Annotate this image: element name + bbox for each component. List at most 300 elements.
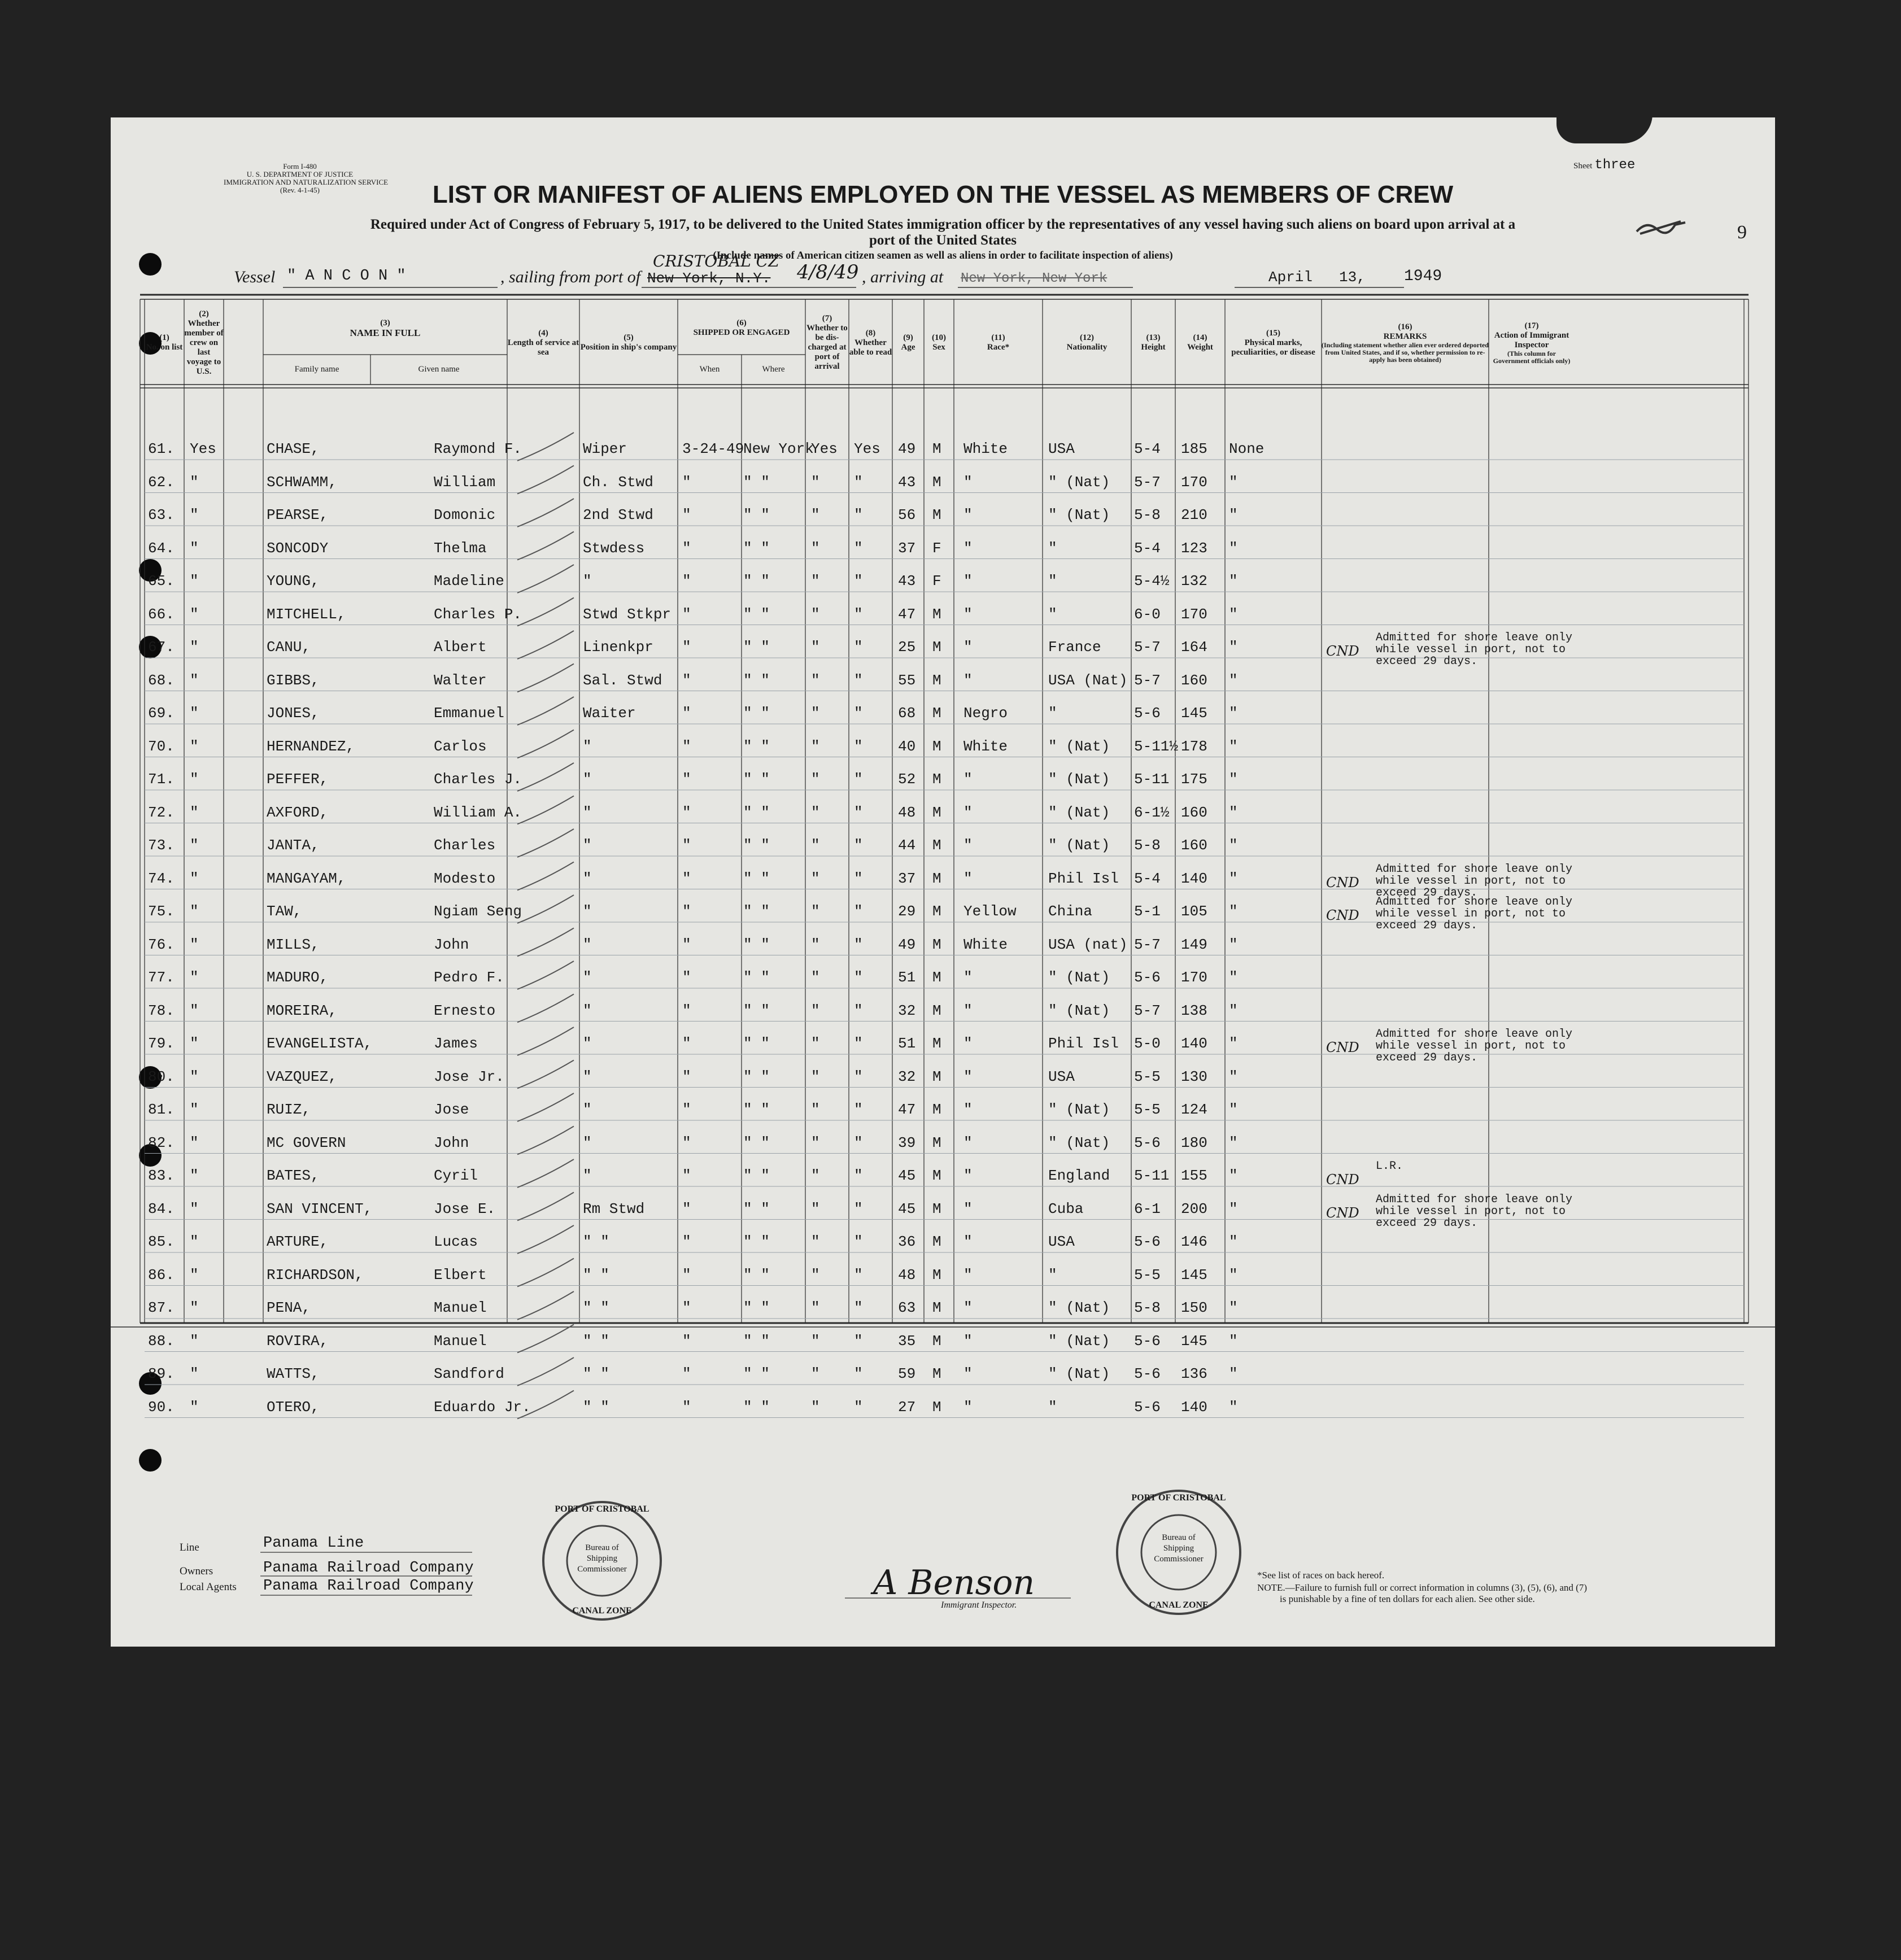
age: 44	[898, 837, 916, 854]
shipped-where: " "	[743, 1002, 770, 1019]
able-to-read: "	[854, 1233, 863, 1250]
position: Waiter	[583, 705, 636, 722]
discharged: "	[811, 539, 820, 557]
discharged: "	[811, 1068, 820, 1085]
shipped-when: "	[682, 1068, 691, 1085]
nationality: "	[1048, 1266, 1057, 1284]
service-length-slash	[517, 829, 574, 857]
physical-marks: "	[1229, 507, 1238, 523]
col-header-8: (8) Whether able to read	[849, 328, 892, 357]
family-name: BATES,	[267, 1167, 320, 1184]
shipped-where: " "	[743, 903, 770, 920]
shipped-when: "	[682, 1365, 691, 1382]
shipped-when: "	[682, 1035, 691, 1052]
age: 51	[898, 969, 916, 986]
row-number: 76.	[148, 936, 175, 953]
row-number: 63.	[148, 507, 175, 523]
race: "	[963, 573, 973, 590]
col-header-2: (2) Whether member of crew on last voyage to U.S.	[184, 309, 224, 376]
crew-last-voyage: "	[190, 573, 199, 590]
shipped-where: " "	[743, 507, 770, 523]
sex: M	[932, 507, 941, 523]
form-revision: (Rev. 4-1-45)	[280, 186, 320, 194]
height: 5-4½	[1134, 573, 1170, 590]
nationality: USA	[1048, 1233, 1075, 1250]
physical-marks: "	[1229, 573, 1238, 590]
nationality: "	[1048, 705, 1057, 722]
age: 40	[898, 737, 916, 755]
service-length-slash	[517, 433, 574, 461]
race: "	[963, 1035, 973, 1052]
age: 27	[898, 1398, 916, 1416]
discharged: "	[811, 1299, 820, 1316]
race: "	[963, 539, 973, 557]
remark-text: Admitted for shore leave only while vessel in port, not to exceed 29 days.	[1376, 862, 1573, 900]
position: " "	[583, 1266, 609, 1284]
crew-last-voyage: "	[190, 1101, 199, 1118]
sailing-port-struck: New York, N.Y.	[647, 270, 771, 287]
shipped-where: New York	[743, 440, 814, 457]
vessel-label: Vessel	[234, 268, 276, 286]
physical-marks: "	[1229, 705, 1238, 722]
family-name-header: Family name	[294, 365, 339, 374]
shipped-when: "	[682, 771, 691, 788]
fine-note-2: is punishable by a fine of ten dollars for each alien. See other side.	[1280, 1594, 1535, 1604]
age: 59	[898, 1365, 916, 1382]
nationality: " (Nat)	[1048, 473, 1110, 491]
row-number: 70.	[148, 737, 175, 755]
row-number: 82.	[148, 1134, 175, 1151]
nationality: China	[1048, 903, 1093, 920]
position: " "	[583, 1332, 609, 1350]
able-to-read: "	[854, 1299, 863, 1316]
age: 49	[898, 440, 916, 457]
family-name: OTERO,	[267, 1398, 320, 1416]
race: "	[963, 639, 973, 656]
discharged: "	[811, 1365, 820, 1382]
crew-last-voyage: "	[190, 671, 199, 689]
service-length-slash	[517, 1291, 574, 1320]
sex: M	[932, 870, 941, 887]
nationality: USA (Nat)	[1048, 671, 1128, 689]
age: 32	[898, 1068, 916, 1085]
given-name: Manuel	[434, 1299, 487, 1316]
height: 6-1	[1134, 1200, 1161, 1217]
row-number: 69.	[148, 705, 175, 722]
position: "	[583, 1002, 592, 1019]
nationality: " (Nat)	[1048, 507, 1110, 523]
position: "	[583, 1068, 592, 1085]
nationality: "	[1048, 605, 1057, 623]
able-to-read: Yes	[854, 440, 880, 457]
height: 5-7	[1134, 671, 1161, 689]
port-stamp-right: PORT OF CRISTOBAL CANAL ZONE Bureau of Shipping Commissioner	[1114, 1487, 1244, 1617]
able-to-read: "	[854, 705, 863, 722]
able-to-read: "	[854, 1167, 863, 1184]
family-name: RICHARDSON,	[267, 1266, 364, 1284]
shipped-when: "	[682, 903, 691, 920]
physical-marks: "	[1229, 1398, 1238, 1416]
race: "	[963, 1299, 973, 1316]
discharged: "	[811, 1398, 820, 1416]
service-length-slash	[517, 730, 574, 758]
service-length-slash	[517, 1093, 574, 1121]
age: 63	[898, 1299, 916, 1316]
position: "	[583, 903, 592, 920]
punch-hole	[139, 1449, 162, 1472]
position: "	[583, 870, 592, 887]
height: 5-7	[1134, 1002, 1161, 1019]
able-to-read: "	[854, 605, 863, 623]
age: 45	[898, 1200, 916, 1217]
physical-marks: "	[1229, 737, 1238, 755]
discharged: "	[811, 1332, 820, 1350]
race: "	[963, 1266, 973, 1284]
inspector-label: Immigrant Inspector.	[941, 1600, 1017, 1610]
family-name: ROVIRA,	[267, 1332, 329, 1350]
crew-last-voyage: "	[190, 705, 199, 722]
crew-last-voyage: "	[190, 1068, 199, 1085]
height: 5-6	[1134, 705, 1161, 722]
crew-last-voyage: "	[190, 1167, 199, 1184]
crew-last-voyage: "	[190, 1332, 199, 1350]
given-name: Manuel	[434, 1332, 487, 1350]
given-name: Ngiam Seng	[434, 903, 522, 920]
discharged: "	[811, 903, 820, 920]
row-number: 66.	[148, 605, 175, 623]
service-length-slash	[517, 1225, 574, 1254]
shipped-where: " "	[743, 705, 770, 722]
race: "	[963, 1398, 973, 1416]
col-header-4: (4) Length of service at sea	[507, 328, 579, 357]
arrival-month: April	[1268, 269, 1313, 286]
shipped-when: "	[682, 605, 691, 623]
discharged: "	[811, 639, 820, 656]
shipped-when: "	[682, 804, 691, 821]
crew-last-voyage: "	[190, 837, 199, 854]
given-name: Jose Jr.	[434, 1068, 504, 1085]
row-number: 62.	[148, 473, 175, 491]
service-length-slash	[517, 1193, 574, 1221]
sex: M	[932, 1200, 941, 1217]
age: 36	[898, 1233, 916, 1250]
family-name: MADURO,	[267, 969, 329, 986]
shipped-when: "	[682, 639, 691, 656]
able-to-read: "	[854, 1365, 863, 1382]
given-name: Emmanuel	[434, 705, 504, 722]
family-name: MITCHELL,	[267, 605, 346, 623]
remark-initials: CND	[1326, 1204, 1359, 1221]
age: 43	[898, 473, 916, 491]
row-number: 80.	[148, 1068, 175, 1085]
shipped-where: " "	[743, 804, 770, 821]
service-length-slash	[517, 994, 574, 1023]
height: 5-6	[1134, 1233, 1161, 1250]
height: 5-0	[1134, 1035, 1161, 1052]
shipped-when: "	[682, 737, 691, 755]
col-header-7: (7) Whether to be dis-charged at port of arrival	[806, 314, 848, 371]
position: " "	[583, 1233, 609, 1250]
remark-text: Admitted for shore leave only while vessel in port, not to exceed 29 days.	[1376, 1028, 1573, 1064]
weight: 164	[1181, 639, 1207, 656]
row-number: 84.	[148, 1200, 175, 1217]
nationality: France	[1048, 639, 1101, 656]
crew-last-voyage: "	[190, 605, 199, 623]
discharged: "	[811, 969, 820, 986]
service-length-slash	[517, 664, 574, 692]
shipped-when: "	[682, 1299, 691, 1316]
service-length-slash	[517, 1127, 574, 1155]
nationality: "	[1048, 573, 1057, 590]
sex: M	[932, 1299, 941, 1316]
sex: M	[932, 804, 941, 821]
given-name: Ernesto	[434, 1002, 496, 1019]
shipped-where: " "	[743, 1332, 770, 1350]
shipped-when: "	[682, 969, 691, 986]
able-to-read: "	[854, 837, 863, 854]
sheet-value: three	[1594, 158, 1636, 173]
shipped-where: " "	[743, 639, 770, 656]
family-name: ARTURE,	[267, 1233, 329, 1250]
discharged: "	[811, 936, 820, 953]
height: 5-6	[1134, 1365, 1161, 1382]
crew-last-voyage: "	[190, 870, 199, 887]
shipped-when: "	[682, 1266, 691, 1284]
crew-last-voyage: "	[190, 1134, 199, 1151]
race: "	[963, 1167, 973, 1184]
corner-number: 9	[1737, 222, 1747, 243]
service-name: IMMIGRATION AND NATURALIZATION SERVICE	[224, 178, 389, 186]
given-name: Charles	[434, 837, 496, 854]
able-to-read: "	[854, 1035, 863, 1052]
physical-marks: "	[1229, 1233, 1238, 1250]
row-number: 74.	[148, 870, 175, 887]
sex: M	[932, 969, 941, 986]
row-number: 77.	[148, 969, 175, 986]
crew-last-voyage: "	[190, 473, 199, 491]
nationality: England	[1048, 1167, 1110, 1184]
row-number: 68.	[148, 671, 175, 689]
physical-marks: None	[1229, 440, 1265, 457]
family-name: JANTA,	[267, 837, 320, 854]
height: 5-8	[1134, 837, 1161, 854]
age: 55	[898, 671, 916, 689]
position: Ch. Stwd	[583, 473, 653, 491]
sex: M	[932, 1068, 941, 1085]
discharged: "	[811, 1266, 820, 1284]
port-stamp-left: PORT OF CRISTOBAL CANAL ZONE Bureau of Shipping Commissioner	[540, 1499, 664, 1623]
shipped-where: " "	[743, 1068, 770, 1085]
fine-note-1: NOTE.—Failure to furnish full or correct information in columns (3), (5), (6), and (7)	[1257, 1582, 1587, 1593]
col-header-14: (14) Weight	[1187, 333, 1213, 352]
physical-marks: "	[1229, 1332, 1238, 1350]
shipped-where: " "	[743, 1233, 770, 1250]
given-name: Elbert	[434, 1266, 487, 1284]
able-to-read: "	[854, 737, 863, 755]
sex: M	[932, 1035, 941, 1052]
nationality: USA	[1048, 440, 1075, 457]
row-number: 65.	[148, 573, 175, 590]
given-name: Madeline	[434, 573, 504, 590]
nationality: " (Nat)	[1048, 1299, 1110, 1316]
given-name: Albert	[434, 639, 487, 656]
race: "	[963, 671, 973, 689]
agents-value: Panama Railroad Company	[263, 1578, 474, 1595]
nationality: " (Nat)	[1048, 1002, 1110, 1019]
physical-marks: "	[1229, 1002, 1238, 1019]
race: "	[963, 804, 973, 821]
sex: M	[932, 705, 941, 722]
shipped-where: " "	[743, 737, 770, 755]
shipped-where: " "	[743, 671, 770, 689]
position: Stwd Stkpr	[583, 605, 672, 623]
crew-last-voyage: "	[190, 1299, 199, 1316]
discharged: "	[811, 1002, 820, 1019]
discharged: "	[811, 1035, 820, 1052]
given-name: William	[434, 473, 496, 491]
able-to-read: "	[854, 936, 863, 953]
nationality: "	[1048, 539, 1057, 557]
able-to-read: "	[854, 969, 863, 986]
row-number: 89.	[148, 1365, 175, 1382]
family-name: PEARSE,	[267, 507, 329, 523]
sheet-number	[1573, 157, 1635, 173]
weight: 150	[1181, 1299, 1207, 1316]
able-to-read: "	[854, 1200, 863, 1217]
height: 5-11	[1134, 771, 1170, 788]
age: 47	[898, 1101, 916, 1118]
discharged: "	[811, 771, 820, 788]
race: Negro	[963, 705, 1008, 722]
race: "	[963, 1101, 973, 1118]
race: "	[963, 605, 973, 623]
weight: 145	[1181, 705, 1207, 722]
able-to-read: "	[854, 639, 863, 656]
shipped-where: " "	[743, 1365, 770, 1382]
position: "	[583, 804, 592, 821]
family-name: TAW,	[267, 903, 302, 920]
position: Stwdess	[583, 539, 645, 557]
physical-marks: "	[1229, 1266, 1238, 1284]
discharged: "	[811, 1134, 820, 1151]
age: 37	[898, 539, 916, 557]
torn-corner	[1556, 114, 1653, 143]
given-name: Domonic	[434, 507, 496, 523]
row-number: 71.	[148, 771, 175, 788]
position: 2nd Stwd	[583, 507, 653, 523]
sex: M	[932, 903, 941, 920]
discharged: "	[811, 507, 820, 523]
height: 5-5	[1134, 1266, 1161, 1284]
height: 5-7	[1134, 936, 1161, 953]
shipped-when: 3-24-49	[682, 440, 744, 457]
row-number: 78.	[148, 1002, 175, 1019]
remark-text: L.R.	[1376, 1160, 1403, 1173]
col-header-13: (13) Height	[1141, 333, 1166, 352]
given-name: Pedro F.	[434, 969, 504, 986]
crew-last-voyage: "	[190, 1035, 199, 1052]
owners-label: Owners	[180, 1565, 213, 1577]
given-name: Charles P.	[434, 605, 522, 623]
able-to-read: "	[854, 771, 863, 788]
age: 47	[898, 605, 916, 623]
height: 6-1½	[1134, 804, 1170, 821]
sailing-date-handwritten: 4/8/49	[797, 261, 859, 283]
able-to-read: "	[854, 539, 863, 557]
crew-last-voyage: "	[190, 1365, 199, 1382]
discharged: "	[811, 737, 820, 755]
family-name: PEFFER,	[267, 771, 329, 788]
shipped-where: " "	[743, 473, 770, 491]
race: "	[963, 507, 973, 523]
physical-marks: "	[1229, 1200, 1238, 1217]
nationality: USA	[1048, 1068, 1075, 1085]
arriving-port-struck: New York, New York	[961, 271, 1108, 286]
vessel-name: " A N C O N "	[287, 268, 406, 285]
position: " "	[583, 1299, 609, 1316]
where-header: Where	[762, 365, 785, 374]
weight: 160	[1181, 671, 1207, 689]
race: "	[963, 1332, 973, 1350]
weight: 124	[1181, 1101, 1207, 1118]
able-to-read: "	[854, 1266, 863, 1284]
shipped-when: "	[682, 473, 691, 491]
shipped-when: "	[682, 1101, 691, 1118]
position: "	[583, 936, 592, 953]
height: 5-5	[1134, 1101, 1161, 1118]
family-name: MOREIRA,	[267, 1002, 337, 1019]
shipped-where: " "	[743, 771, 770, 788]
arrival-year: 1949	[1404, 268, 1442, 285]
able-to-read: "	[854, 903, 863, 920]
nationality: " (Nat)	[1048, 1365, 1110, 1382]
subtitle-line-2: port of the United States	[869, 233, 1017, 248]
col-header-16: (16) REMARKS (Including statement whether alien ever ordered deported from United States, and if so, whether permission to re-apply has been obtained)	[1322, 322, 1489, 364]
nationality: "	[1048, 1398, 1057, 1416]
sex: M	[932, 1365, 941, 1382]
weight: 185	[1181, 440, 1207, 457]
discharged: "	[811, 671, 820, 689]
row-number: 79.	[148, 1035, 175, 1052]
shipped-when: "	[682, 1398, 691, 1416]
row-number: 87.	[148, 1299, 175, 1316]
shipped-where: " "	[743, 1167, 770, 1184]
weight: 200	[1181, 1200, 1207, 1217]
able-to-read: "	[854, 1002, 863, 1019]
sex: M	[932, 1233, 941, 1250]
able-to-read: "	[854, 671, 863, 689]
height: 5-6	[1134, 1332, 1161, 1350]
discharged: "	[811, 573, 820, 590]
sex: M	[932, 671, 941, 689]
weight: 145	[1181, 1332, 1207, 1350]
service-length-slash	[517, 796, 574, 824]
weight: 170	[1181, 969, 1207, 986]
height: 6-0	[1134, 605, 1161, 623]
given-name: William A.	[434, 804, 522, 821]
given-name: John	[434, 936, 469, 953]
crew-last-voyage: "	[190, 903, 199, 920]
weight: 138	[1181, 1002, 1207, 1019]
height: 5-4	[1134, 440, 1161, 457]
crew-last-voyage: Yes	[190, 440, 216, 457]
nationality: Phil Isl	[1048, 1035, 1119, 1052]
remark-initials: CND	[1326, 1040, 1359, 1055]
family-name: JONES,	[267, 705, 320, 722]
row-number: 61.	[148, 440, 175, 457]
row-number: 83.	[148, 1167, 175, 1184]
inspector-signature: A Benson	[873, 1563, 1035, 1603]
